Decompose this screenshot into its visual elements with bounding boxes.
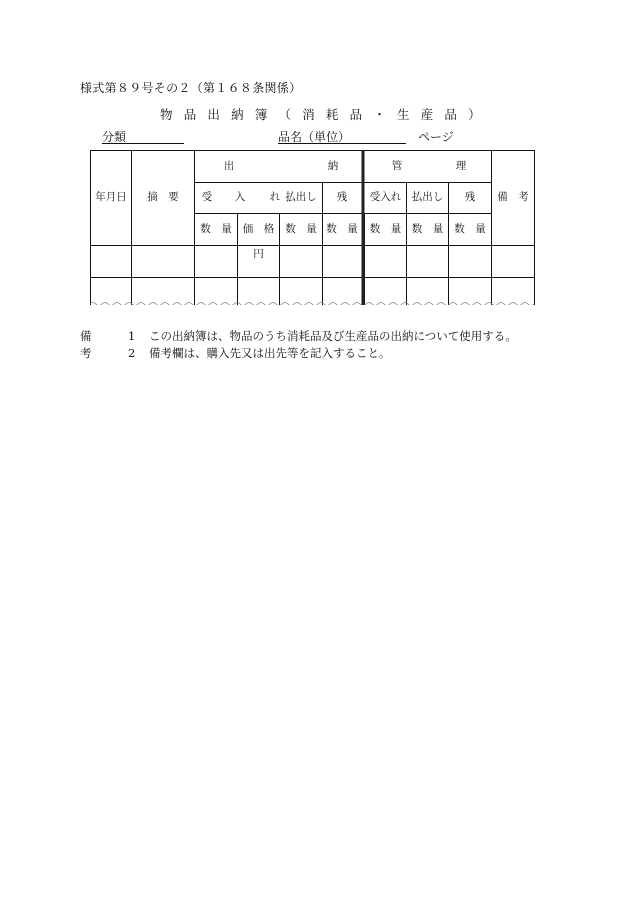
header-qty-receive-manage: 数 量 [369,223,402,235]
header-receive-manage: 受入れ [369,191,402,203]
header-payout-manage: 払出し [411,191,444,203]
note-text: 備考欄は、購入先又は出先等を記入すること。 [149,346,391,360]
form-number: 様式第８９号その２（第１６８条関係） [80,81,302,95]
header-balance: 残 [336,191,348,203]
note-text: この出納簿は、物品のうち消耗品及び生産品の出納について使用する。 [149,329,517,343]
header-payout: 払出し [285,191,317,203]
note-number: 2 [128,346,136,360]
header-balance-manage: 残 [464,191,476,203]
header-group-out: 納 [327,160,339,172]
header-receive-1: 受 [201,191,213,203]
header-qty-balance-manage: 数 量 [454,223,486,235]
ledger-table [90,150,535,308]
header-summary: 摘 要 [147,191,179,203]
header-qty-payout: 数 量 [285,223,317,235]
category-label: 分類 [102,130,127,144]
item-name-underline [278,143,406,144]
header-group-manage-2: 理 [455,160,467,172]
document-title: 物品出納簿（消耗品・生産品） [160,107,492,122]
header-price: 価 格 [242,223,275,235]
category-underline [102,143,184,144]
header-receive-2: 入 [234,191,246,203]
header-group-manage-1: 管 [391,160,403,172]
item-name-label: 品名（単位） [278,130,351,144]
yen-unit: 円 [253,248,264,260]
header-qty-balance: 数 量 [326,223,358,235]
header-qty-payout-manage: 数 量 [411,223,444,235]
header-receive-3: れ [269,191,281,203]
header-qty-receive: 数 量 [200,223,232,235]
note-number: 1 [128,329,136,343]
header-group-in: 出 [223,160,235,172]
header-date: 年月日 [95,191,127,203]
page-label: ページ [418,130,454,144]
notes-heading: 備考 [80,329,92,360]
header-remarks: 備 考 [497,191,529,203]
